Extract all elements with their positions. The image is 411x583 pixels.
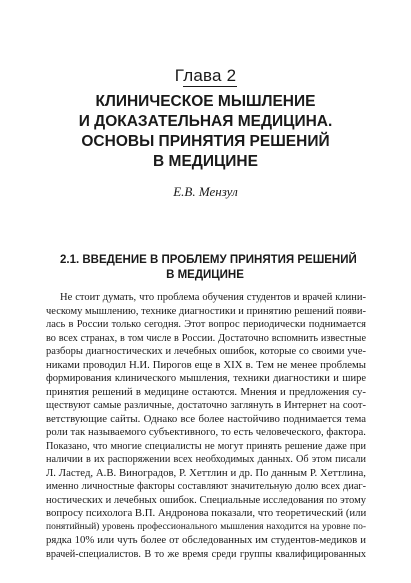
body-line: ческому мышлению, технике диагностики и принятию решений появи- bbox=[46, 305, 366, 317]
body-line: понятийный) уровень профессионального мышления находится на уровне по- bbox=[46, 521, 366, 532]
body-line: разборы диагностических и лечебных ошибок, которые со своими уче- bbox=[46, 346, 366, 357]
chapter-title-line: И ДОКАЗАТЕЛЬНАЯ МЕДИЦИНА. bbox=[78, 113, 333, 130]
body-line: наличии в их распоряжении всех необходимых данных. Об этом писали bbox=[46, 454, 366, 465]
body-line: во всех странах, в том числе в России. Достаточно вспомнить известные bbox=[46, 332, 366, 344]
body-line: Не стоит думать, что проблема обучения студентов и врачей клини- bbox=[60, 292, 366, 303]
chapter-title bbox=[30, 92, 381, 172]
chapter-label: Глава 2 bbox=[174, 66, 237, 85]
body-line: формирования клинического мышления, техники диагностики и шире bbox=[46, 373, 366, 384]
body-line: ветствующие сайты. Однако все более настойчиво поднимается тема bbox=[46, 412, 366, 425]
chapter-underline bbox=[183, 86, 237, 87]
body-line: принятия решений в медицине остаются. Мнения и предложения су- bbox=[46, 385, 366, 398]
body-line: ностических и лечебных ошибок. Специальные исследования по этому bbox=[46, 494, 366, 506]
body-line: Показано, что многие специалисты не могут принять решение даже при bbox=[46, 440, 366, 452]
body-line: Л. Ластед, А.В. Виноградов, Р. Хеттлин и др. По данным Р. Хеттлина, bbox=[46, 466, 366, 479]
body-line: ществуют самые различные, достаточно заглянуть в Интернет на соот- bbox=[46, 400, 366, 411]
body-line: именно личностные факторы составляют значительную долю всех диаг- bbox=[46, 481, 366, 492]
body-line: никами проводил Н.И. Пирогов еще в XIX в. Тем не менее проблемы bbox=[46, 358, 366, 371]
chapter-title-line: ОСНОВЫ ПРИНЯТИЯ РЕШЕНИЙ bbox=[81, 133, 330, 150]
chapter-title-line: КЛИНИЧЕСКОЕ МЫШЛЕНИЕ bbox=[95, 93, 316, 110]
body-line: врачей-специалистов. В то же время среди группы квалифицированных bbox=[46, 548, 366, 560]
body-line: роли так называемого субъективного, то есть человеческого, фактора. bbox=[46, 426, 366, 438]
chapter-title-line: В МЕДИЦИНЕ bbox=[153, 153, 258, 170]
body-line: лась в России только сегодня. Этот вопрос периодически поднимается bbox=[46, 319, 366, 330]
section-title-line: 2.1. ВВЕДЕНИЕ В ПРОБЛЕМУ ПРИНЯТИЯ РЕШЕНИЙ bbox=[60, 254, 357, 266]
section-title bbox=[60, 253, 357, 283]
body-line: вопросу психолога В.П. Андронова показали, что теоретический (или bbox=[46, 507, 366, 519]
body-line: рядка 10% или чуть более от обследованных им студентов-медиков и bbox=[46, 534, 366, 546]
section-title-line: В МЕДИЦИНЕ bbox=[166, 269, 244, 281]
body-paragraph bbox=[46, 291, 366, 561]
author-name: Е.В. Мензул bbox=[173, 184, 238, 199]
